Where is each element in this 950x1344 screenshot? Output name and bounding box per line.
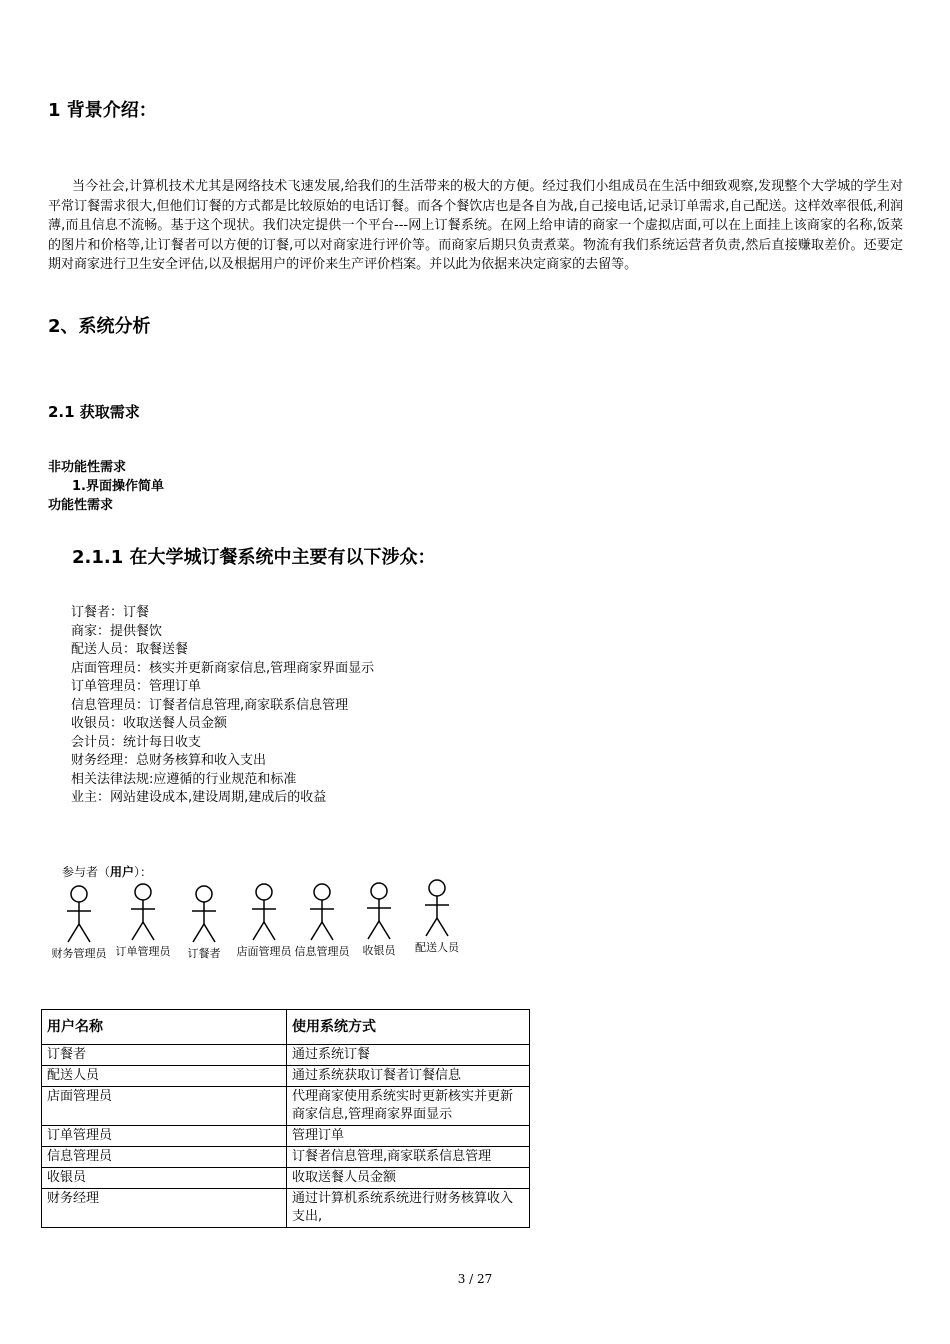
list-item: 会计员：统计每日收支 [71,734,202,750]
list-item: 相关法律法规:应遵循的行业规范和标准 [71,771,297,787]
actor-order-manager: 订单管理员 [108,882,178,959]
table-cell: 配送人员 [42,1066,287,1087]
table-cell: 通过计算机系统系统进行财务核算收入支出, [287,1189,530,1228]
table-cell: 通过系统订餐 [287,1045,530,1066]
list-item: 配送人员：取餐送餐 [71,642,189,657]
table-cell: 信息管理员 [42,1147,287,1168]
table-cell: 通过系统获取订餐者订餐信息 [287,1066,530,1087]
actors-label: 参与者（用户）： [62,865,153,879]
actor-customer: 订餐者 [169,884,239,961]
table-row [42,1066,530,1087]
page-number: 3 / 27 [457,1272,493,1286]
table-cell: 订餐者信息管理,商家联系信息管理 [287,1147,530,1168]
table-row [42,1126,530,1147]
stick-figure-icon [417,878,457,938]
nonfunctional-requirements-label: 非功能性需求 [48,460,127,475]
table-cell: 收银员 [42,1168,287,1189]
table-cell: 订餐者 [42,1045,287,1066]
table-row [42,1147,530,1168]
table-cell: 财务经理 [42,1189,287,1228]
list-item: 财务经理：总财务核算和收入支出 [71,753,267,768]
user-table [41,1009,530,1228]
list-item: 店面管理员：核实并更新商家信息,管理商家界面显示 [71,660,375,676]
list-item: 订单管理员：管理订单 [71,679,202,694]
list-item: 业主：网站建设成本,建设周期,建成后的收益 [71,790,327,805]
stick-figure-icon [244,882,284,942]
column-header: 用户名称 [42,1010,287,1045]
actor-info-manager: 信息管理员 [287,882,357,959]
functional-requirements-label: 功能性需求 [48,498,114,513]
table-cell: 收取送餐人员金额 [287,1168,530,1189]
table-row [42,1189,530,1228]
table-cell: 管理订单 [287,1126,530,1147]
stick-figure-icon [359,881,399,941]
stick-figure-icon [123,882,163,942]
list-item: 收银员：收取送餐人员金额 [71,716,228,731]
table-cell: 代理商家使用系统实时更新核实并更新商家信息,管理商家界面显示 [287,1087,530,1126]
table-header-row [42,1010,530,1045]
table-row [42,1168,530,1189]
background-paragraph: 当今社会,计算机技术尤其是网络技术飞速发展,给我们的生活带来的极大的方便。经过我们小组成员在生活中细致观察,发现整个大学城的学生对平常订餐需求很大,但他们订餐的方式都是比较原始的电话订餐。而各个餐饮店也是各自为战,自己接电话,记录订单需求,自己配送。这样效率很低,利润薄,而且信息不流畅。基于这个现状。我们决定提供一个平台---网上订餐系统。在网上给申请的商家一个虚拟店面,可以在上面挂上该商家的名称,饭菜的图片和价格等,让订餐者可以方便的订餐,可以对商家进行评价等。而商家后期只负责煮菜。物流有我们系统运营者负责,然后直接赚取差价。还要定期对商家进行卫生安全评估,以及根据用户的评价来生产评价档案。并以此为依据来决定商家的去留等。 [48,179,903,272]
stakeholders-heading: 2.1.1 在大学城订餐系统中主要有以下涉众： [72,547,436,568]
table-row [42,1087,530,1126]
stakeholder-list [71,604,374,808]
actor-delivery-staff: 配送人员 [402,878,472,955]
stick-figure-icon [59,884,99,944]
table-row [42,1045,530,1066]
list-item: 商家：提供餐饮 [71,623,163,639]
column-header: 使用系统方式 [287,1010,530,1045]
list-item: 信息管理员：订餐者信息管理,商家联系信息管理 [71,697,349,713]
section-1-heading: 1 背景介绍： [48,100,157,121]
actor-finance-manager: 财务管理员 [44,884,114,961]
actor-store-manager: 店面管理员 [229,882,299,959]
table-cell: 店面管理员 [42,1087,287,1126]
section-2-heading: 2、系统分析 [48,316,151,337]
table-cell: 订单管理员 [42,1126,287,1147]
stick-figure-icon [184,884,224,944]
section-2-1-heading: 2.1 获取需求 [48,403,140,421]
stick-figure-icon [302,882,342,942]
actor-cashier: 收银员 [344,881,414,958]
nonfunctional-requirement-item: 1.界面操作简单 [72,479,164,494]
list-item: 订餐者：订餐 [71,605,150,620]
